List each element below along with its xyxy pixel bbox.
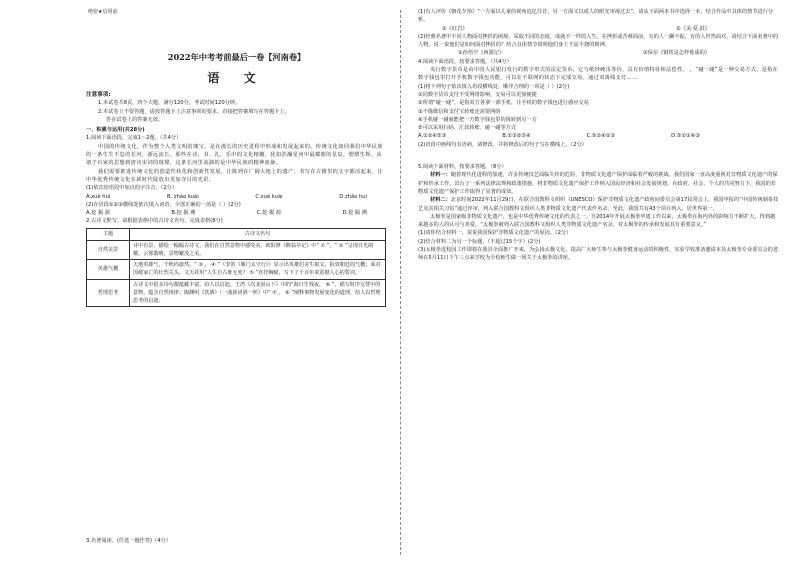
option-b: B. zhǎo kuài bbox=[167, 193, 199, 200]
q3-part1: (1)有人评价《朝花夕拾》“一方面以儿童的视角追忆往昔，另一方面又以成人的眼光审视过去”。请从下面两本书中选择一本，结合作品中具体的情节进行分析。 bbox=[418, 9, 774, 24]
answer-space bbox=[418, 149, 780, 163]
option-b: B.①③②⑤④ bbox=[502, 133, 531, 140]
option-1: ①孙悟空《西游记》 bbox=[458, 50, 505, 57]
q5-part2: (2)结合材料二为另一个标题，（不超过15个字）(2分) bbox=[418, 238, 541, 245]
material-3: 太极拳是国家级非物质文化遗产，也是中华优秀传统文化的代表之一。自2014年开展太极拳申遗工作以来，太极拳在海内外的影响力不断扩大，得到越来越多的人的认可与喜爱。“太极拳被列入联合国教科文组织人类非物质文化遗产名录，对太极拳的传承和发展具有重要意义。” bbox=[418, 213, 776, 229]
option-d: D.挖 掘 溯 bbox=[342, 210, 367, 217]
option-b: B.挖 掘 溯 bbox=[171, 210, 196, 217]
table-cell-theme: 英雄气概 bbox=[87, 260, 130, 279]
q1-passage-para: 中国的传统文化，作为整个人类文明的瑰宝，是在漫长的历史进程中形成和发展起来的。传统文化如同我们中华民族的一条生生不息的长河，源远流长。那些在诗、书、礼、乐中的文化精髓，犹如浩瀚星河中最耀眼的星辰，熠熠生辉。从诸子百家的思想到唐诗宋词的璀璨，这条长河里流淌的是中华民族的精神血脉。 bbox=[86, 143, 383, 167]
q4-passage: 央行数字货币是由中国人民银行发行的数字形式的法定货币，它与纸钞硬币等价，具有价值特征和法偿性。 ，“碰一碰”是一种交易方式，是指在数字钱包里打开手机数字钱包功能，可以在不联网的状态下完成交易。通过双离线支付…… bbox=[418, 67, 779, 82]
q4-part2: (2)语段中画线句有语病，请修改，并将修改后的句子写在横线上。（2分） bbox=[418, 141, 587, 148]
section-heading: 一、积累与运用(共28分) bbox=[86, 127, 145, 134]
option-d: D.⑤②①④③ bbox=[671, 133, 700, 140]
table-header-theme: 主题 bbox=[87, 228, 130, 240]
q3-book-intro: 3.名著阅读。(任选一题作答)（4分） bbox=[86, 538, 171, 544]
notice-block bbox=[86, 91, 387, 124]
option-1: ①《红岩》 bbox=[442, 25, 468, 32]
option-c: C.xuè kuài bbox=[255, 193, 283, 200]
material-1-head: 材料一： bbox=[430, 172, 451, 179]
exam-title: 2022年中考考前最后一卷【河南卷】 bbox=[167, 52, 306, 62]
table-cell-text: 古诗文中很多诗句都蕴藏丰富，给人以启迪。王湾《次北固山下》中的“海日生残夜， ⑥ ”，描写时序交替中的景物，蕴含自然规律；陶渊明《饮酒》（一曲新词酒一杯）中“ ⑦ ， ⑧ ”阐释事物发展变化的道理，给人以哲理思考的启迪。 bbox=[130, 279, 386, 307]
q2-options bbox=[86, 209, 387, 217]
notice-item: 答在试卷上的答案无效。 bbox=[106, 116, 164, 123]
material-1-text: 随着现代化进程的加速，许多传统技艺面临失传的危险，非物质文化遗产保护面临着严峻的挑战。我们国家一直高度重视对非物质文化遗产的保护和传承工作，出台了一系列法律法规和政策措施，将非物质文化遗产保护工作纳入国民经济和社会发展规划。在政府、社会、个人的共同努力下，我国的非物质文化遗产保护工作取得了显著的成效。 bbox=[418, 172, 778, 195]
q3-part2: (2)经典名著中不同人物面对挫折的困境，采取不同的态度，成就不一样的人生。在挫折或苦难面前，有的人一蹶不振，有的人坦然面对。请结合下面名著中的人物，说一说他们是如何面对挫折的？结合具体情节说明他们身上不屈不挠的精神。 bbox=[418, 33, 779, 49]
table-row bbox=[87, 260, 386, 279]
table-row bbox=[87, 240, 386, 259]
table-cell-theme: 哲理思考 bbox=[87, 279, 130, 307]
q4-intro: 4.阅读下面语段，按要求答题。（共4分） bbox=[418, 58, 512, 65]
q1-intro: 1.阅读下面语段，完成1～2题。（共4分） bbox=[86, 135, 182, 142]
q1-options bbox=[86, 193, 387, 201]
q4-item: ④手机碰一碰就能把一方数字钱包里的钱转到另一方 bbox=[418, 116, 537, 123]
q5-part3: (3)太极拳进校园工作即将在我县全面推广开来，为弘扬太极文化，提高广大师生参与太极拳健身运动的积极性，实验学校准备邀请本县太极拳专业委员会的老师在5月11日下午三点来学校为全校师生做一场关于太极拳的讲座。 bbox=[418, 247, 779, 262]
notice-item: 2.本试卷上不要答题，请按答题卡上注意事项的要求，直接把答案填写在答题卡上。 bbox=[98, 108, 290, 115]
column-divider bbox=[400, 10, 401, 555]
option-2: ②《美·爱·鼓》 bbox=[676, 25, 710, 32]
section-1 bbox=[86, 126, 387, 307]
subject-title: 语 文 bbox=[207, 71, 266, 85]
q4-item: ①同数字货币支付不受网络影响，交易可以更加便捷 bbox=[418, 91, 537, 98]
option-a: A.①②④⑤③ bbox=[418, 133, 447, 140]
q4-item: ⑤可以采用扫码、汇款转账、碰一碰等方式 bbox=[418, 125, 517, 132]
q4-options bbox=[418, 132, 780, 140]
q2-question: (2)在语段①②③横线处依次填入词语，全部正确的一项是（ ）(2分) bbox=[86, 201, 241, 208]
material-1 bbox=[418, 171, 780, 196]
table-header-content: 古诗文名句 bbox=[130, 228, 386, 240]
q5-part1: (1)请你结合材料一，说说我国保护非物质文化遗产的原因。（2分） bbox=[418, 230, 572, 237]
option-a: A.挖 掘 源 bbox=[86, 210, 110, 217]
q5-intro: 5.阅读下面材料，按要求答题。（8分） bbox=[418, 164, 507, 171]
material-2-text: 北京时间2022年11月29日，在联合国教科文组织（UNESCO）保护非物质文化遗产政府间委员会第17届常会上，我国申报的“中国传统制茶技艺及其相关习俗”通过评审，列入联合国教科文组织人类非物质文化遗产代表作名录。至此，我国共有43个项目列入，居世界第一。 bbox=[418, 197, 779, 212]
option-a: A.xuè huì bbox=[86, 193, 111, 200]
notice-heading: 注意事项: bbox=[86, 92, 111, 98]
q1-passage-para: 我们需要推进传统文化的创造性转化和创新性发展，让陈列在广阔大地上的遗产、书写在古籍里的文字都活起来，让中华优秀传统文化在新时代绽放出更加夺目的光彩。 bbox=[86, 168, 383, 183]
table-cell-text: 诗中有景，描绘一幅幅古诗文，我们在自然景物中感受美。欧阳修《醉翁亭记》中“ ① ”，“ ② ”呈现日光朗耀，云雾散晴，景物繁茂之美。 bbox=[130, 240, 386, 259]
q3-part1-options bbox=[418, 25, 780, 33]
table-header-row bbox=[87, 228, 386, 240]
q4-item: ②所谓“碰一碰”，是指双方各拿一部手机，让手机的数字钱包进行感应交易 bbox=[418, 100, 589, 107]
notice-item: 1.本试卷共8页，四个大题，满分120分，考试时间120分钟。 bbox=[98, 100, 241, 107]
option-c: C.挖 掘 源 bbox=[256, 210, 282, 217]
table-cell-theme: 自然美景 bbox=[87, 240, 130, 259]
secret-label: 绝密★启用前 bbox=[88, 9, 118, 15]
right-column bbox=[404, 0, 794, 562]
q4-item: ③不像微信和支付宝转账还需要网络 bbox=[418, 108, 501, 115]
option-2: ②保尔《钢铁是怎样炼成的》 bbox=[643, 50, 710, 57]
option-c: C.⑤②④①③ bbox=[586, 133, 616, 140]
option-d: D.zhǎo huì bbox=[339, 193, 367, 200]
q4-part1: (1)将下列句子依次填入语段横线处，顺序合理的一项是（ ）(2分) bbox=[418, 83, 570, 90]
material-2 bbox=[418, 196, 780, 213]
q1-question: (1)依次给语段中加点的字注音。（2分） bbox=[86, 185, 178, 192]
table-row bbox=[87, 279, 386, 307]
material-2-head: 材料二： bbox=[430, 197, 451, 204]
poem-table bbox=[86, 228, 386, 307]
table-cell-text: 天地英雄气，千秋尚凛然。“ ③ ， ④ ”（李贺《雁门太守行》）显示出英雄们舍生取义、报效朝廷的气概；面对国破家亡的壮烈关头，文天祥用“人生自古谁无死？ ⑤ ”直抒胸臆，写下了千百年来震撼人心的誓词。 bbox=[130, 260, 386, 279]
q3-part2-options bbox=[418, 49, 780, 57]
q3-intro: 2.古诗文默写。请根据表格中的古诗文名句，完成表格(8分) bbox=[86, 218, 223, 225]
